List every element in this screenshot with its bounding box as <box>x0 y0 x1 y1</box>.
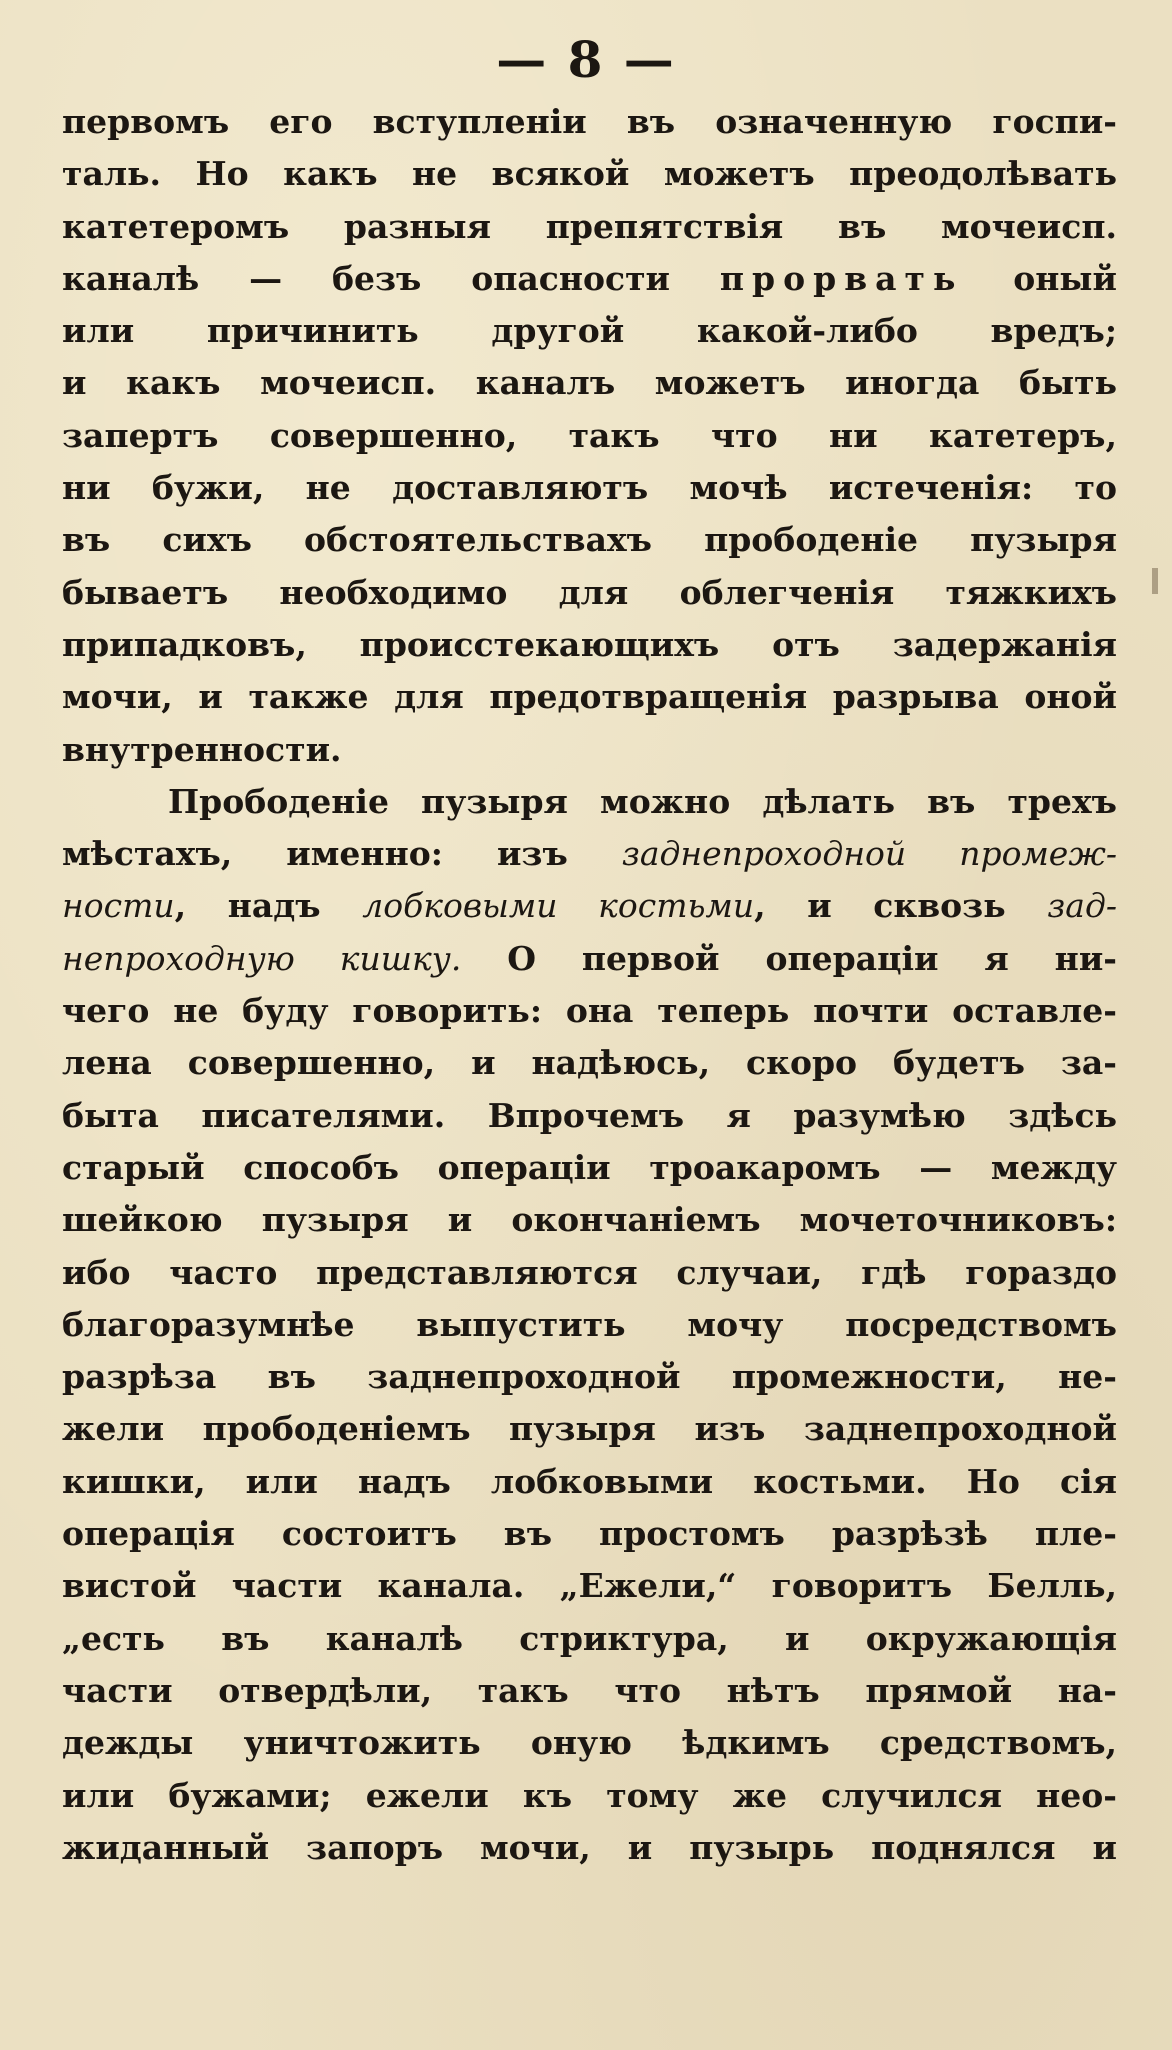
text-line <box>62 880 1117 932</box>
text-line: запертъ совершенно, такъ что ни катетеръ, <box>62 415 1117 455</box>
text-line: быта писателями. Впрочемъ я разумѣю здѣсь <box>62 1095 1117 1135</box>
text-line: вистой части канала. „Ежели,“ говоритъ Белль, <box>62 1566 1117 1606</box>
italic-term: лобковыми костьми <box>362 886 755 926</box>
text-line: ибо часто представляются случаи, гдѣ гораздо <box>62 1252 1117 1292</box>
text-line: дежды уничтожить оную ѣдкимъ средствомъ, <box>62 1723 1117 1763</box>
text-line: шейкою пузыря и окончаніемъ мочеточниковъ: <box>62 1200 1117 1240</box>
italic-term: зад- <box>1047 886 1117 926</box>
text-line: внутренности. <box>62 729 342 769</box>
text-line: катетеромъ разныя препятствія въ мочеисп. <box>62 206 1117 246</box>
text-run: , и сквозь <box>754 886 1048 926</box>
text-line: или бужами; ежели къ тому же случился нео- <box>62 1775 1117 1815</box>
text-line: и какъ мочеисп. каналъ можетъ иногда быть <box>62 363 1117 403</box>
text-run: оный <box>963 258 1117 298</box>
text-line: лена совершенно, и надѣюсь, скоро будетъ за- <box>62 1043 1117 1083</box>
text-line: въ сихъ обстоятельствахъ прободеніе пузыря <box>62 520 1117 560</box>
text-line: бываетъ необходимо для облегченія тяжкихъ <box>62 572 1117 612</box>
text-line <box>62 933 1117 985</box>
italic-term: ности <box>62 886 175 926</box>
text-line: „есть въ каналѣ стриктура, и окружающія <box>62 1618 1117 1658</box>
text-line: Прободеніе пузыря можно дѣлать въ трехъ <box>168 781 1117 821</box>
text-line: кишки, или надъ лобковыми костьми. Но сія <box>62 1461 1117 1501</box>
text-line: благоразумнѣе выпустить мочу посредствомъ <box>62 1304 1117 1344</box>
text-run: , надъ <box>174 886 363 926</box>
text-line: старый способъ операціи троакаромъ — между <box>62 1147 1117 1187</box>
text-line: или причинить другой какой-либо вредъ; <box>62 311 1117 351</box>
text-line: жиданный запоръ мочи, и пузырь поднялся и <box>62 1827 1117 1867</box>
page-number: — 8 — <box>496 30 676 89</box>
text-line: чего не буду говорить: она теперь почти оставле- <box>62 991 1117 1031</box>
body-text <box>62 96 1117 1874</box>
text-line: первомъ его вступленіи въ означенную госпи- <box>62 102 1117 141</box>
text-line <box>62 828 1117 880</box>
text-run: каналѣ — безъ опасности <box>62 258 720 298</box>
text-line <box>62 253 1117 305</box>
text-run: О первой операціи я ни- <box>461 938 1117 978</box>
text-line: разрѣза въ заднепроходной промежности, не- <box>62 1357 1117 1397</box>
text-line: ни бужи, не доставляютъ мочѣ истеченія: то <box>62 468 1117 508</box>
text-line: мочи, и также для предотвращенія разрыва оной <box>62 677 1117 717</box>
text-line: припадковъ, происстекающихъ отъ задержанія <box>62 624 1117 664</box>
italic-term: заднепроходной промеж- <box>621 834 1117 874</box>
text-line: таль. Но какъ не всякой можетъ преодолѣвать <box>62 154 1117 194</box>
spaced-emphasis: прорвать <box>719 258 964 298</box>
text-line: операція состоитъ въ простомъ разрѣзѣ пле- <box>62 1514 1117 1554</box>
text-line: части отвердѣли, такъ что нѣтъ прямой на- <box>62 1670 1117 1710</box>
page-edge-mark <box>1152 568 1158 594</box>
italic-term: непроходную кишку. <box>62 938 462 978</box>
text-line: жели прободеніемъ пузыря изъ заднепроходной <box>62 1409 1117 1449</box>
text-run: мѣстахъ, именно: изъ <box>62 834 622 874</box>
